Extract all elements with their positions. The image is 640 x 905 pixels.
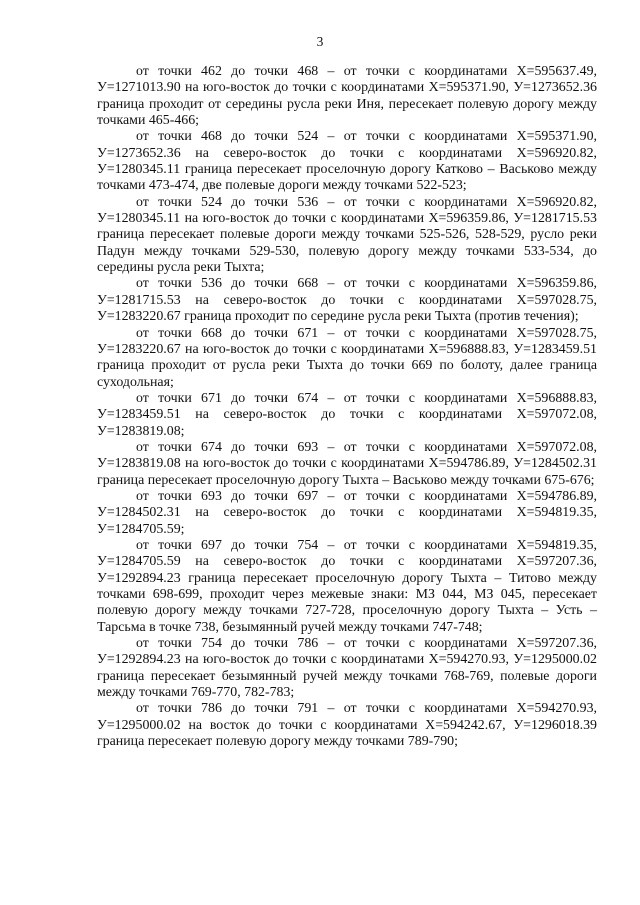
boundary-paragraph: от точки 536 до точки 668 – от точки с координатами Х=596359.86, У=1281715.53 на северо-восток до точки с координатами Х=597028.75, У=1283220.67 граница проходит по середине русла реки Тыхта (против течения); [97,276,597,325]
boundary-paragraph: от точки 754 до точки 786 – от точки с координатами Х=597207.36, У=1292894.23 на юго-восток до точки с координатами Х=594270.93, У=1295000.02 граница пересекает безымянный ручей между точками 768-769, полевые дороги между точками 769-770, 782-783; [97,636,597,701]
page-number: 3 [316,34,324,49]
boundary-paragraph: от точки 697 до точки 754 – от точки с координатами Х=594819.35, У=1284705.59 на северо-восток до точки с координатами Х=597207.36, У=1292894.23 граница пересекает проселочную дорогу Тыхта – Титово между точками 698-699, проходит через межевые знаки: МЗ 044, МЗ 045, пересекает полевую дорогу между точками 727-728, проселочную дорогу Тыхта – Усть – Тарсьма в точке 738, безымянный ручей между точками 747-748; [97,537,597,635]
boundary-paragraph: от точки 693 до точки 697 – от точки с координатами Х=594786.89, У=1284502.31 на северо-восток до точки с координатами Х=594819.35, У=1284705.59; [97,488,597,537]
boundary-paragraph: от точки 668 до точки 671 – от точки с координатами Х=597028.75, У=1283220.67 на юго-восток до точки с координатами Х=596888.83, У=1283459.51 граница проходит от русла реки Тыхта до точки 669 по болоту, далее граница суходольная; [97,325,597,390]
boundary-paragraph: от точки 524 до точки 536 – от точки с координатами Х=596920.82, У=1280345.11 на юго-восток до точки с координатами Х=596359.86, У=1281715.53 граница пересекает полевые дороги между точками 525-526, 528-529, русло реки Падун между точками 529-530, полевую дорогу между точками 533-534, до середины русла реки Тыхта; [97,194,597,276]
boundary-paragraph: от точки 468 до точки 524 – от точки с координатами Х=595371.90, У=1273652.36 на северо-восток до точки с координатами Х=596920.82, У=1280345.11 граница пересекает проселочную дорогу Катково – Васьково между точками 473-474, две полевые дороги между точками 522-523; [97,129,597,194]
boundary-paragraph: от точки 786 до точки 791 – от точки с координатами Х=594270.93, У=1295000.02 на восток до точки с координатами Х=594242.67, У=1296018.39 граница пересекает полевую дорогу между точками 789-790; [97,701,597,750]
boundary-paragraph: от точки 671 до точки 674 – от точки с координатами Х=596888.83, У=1283459.51 на северо-восток до точки с координатами Х=597072.08, У=1283819.08; [97,390,597,439]
document-body [97,64,597,750]
boundary-paragraph: от точки 462 до точки 468 – от точки с координатами Х=595637.49, У=1271013.90 на юго-восток до точки с координатами Х=595371.90, У=1273652.36 граница проходит от середины русла реки Иня, пересекает полевую дорогу между точками 465-466; [97,64,597,129]
boundary-paragraph: от точки 674 до точки 693 – от точки с координатами Х=597072.08, У=1283819.08 на юго-восток до точки с координатами Х=594786.89, У=1284502.31 граница пересекает проселочную дорогу Тыхта – Васьково между точками 675-676; [97,439,597,488]
